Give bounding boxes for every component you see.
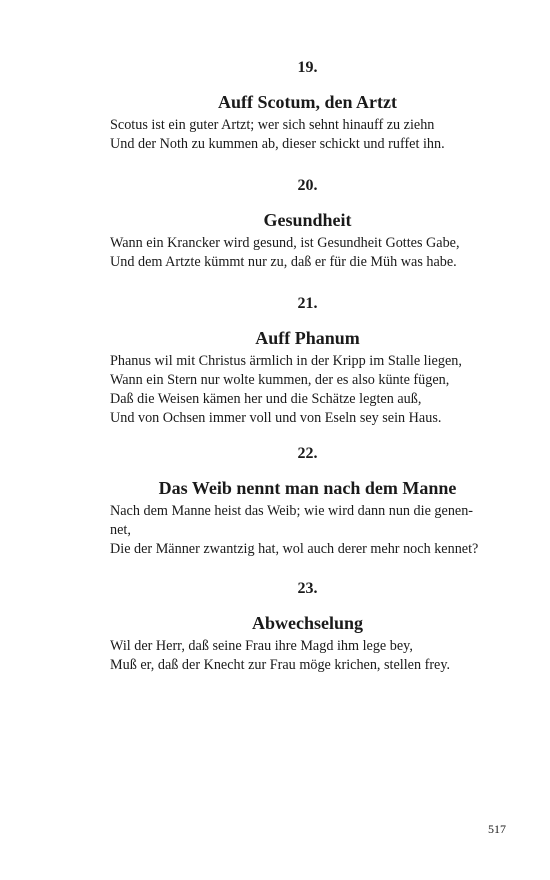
poem-20 (110, 176, 505, 272)
poem-number: 22. (297, 445, 318, 462)
page-number: 517 (488, 822, 506, 836)
verse-line: Wann ein Stern nur wolte kummen, der es also künte fügen, (110, 372, 450, 388)
poem-title: Auff Phanum (255, 328, 360, 348)
poem-22 (110, 444, 505, 559)
poem-title: Abwechselung (251, 613, 363, 633)
verse-line: Die der Männer zwantzig hat, wol auch derer mehr noch kennet? (110, 541, 479, 557)
poem-23 (110, 579, 505, 675)
verse-line: Und von Ochsen immer voll und von Eseln sey sein Haus. (110, 410, 442, 426)
poem-21 (110, 294, 505, 428)
verse-line: net, (110, 522, 131, 538)
poem-title: Das Weib nennt man nach dem Manne (158, 478, 457, 498)
poem-title: Gesundheit (263, 210, 352, 230)
poem-number: 20. (297, 177, 318, 194)
poem-verses (110, 234, 505, 272)
poem-number: 21. (297, 295, 318, 312)
poem-verses (110, 352, 505, 428)
verse-line: Nach dem Manne heist das Weib; wie wird dann nun die genen- (110, 503, 474, 519)
verse-line: Scotus ist ein guter Artzt; wer sich sehnt hinauff zu ziehn (110, 117, 435, 133)
poem-verses (110, 116, 505, 154)
verse-line: Daß die Weisen kämen her und die Schätze legten auß, (110, 391, 422, 407)
poem-verses (110, 502, 505, 559)
poem-number: 19. (297, 59, 318, 76)
verse-line: Wil der Herr, daß seine Frau ihre Magd ihm lege bey, (110, 638, 413, 654)
poem-number: 23. (297, 580, 318, 597)
verse-line: Und der Noth zu kummen ab, dieser schickt und ruffet ihn. (110, 136, 445, 152)
poem-title: Auff Scotum, den Artzt (218, 92, 397, 112)
verse-line: Muß er, daß der Knecht zur Frau möge krichen, stellen frey. (110, 657, 451, 673)
poem-19 (110, 58, 505, 154)
verse-line: Und dem Artzte kümmt nur zu, daß er für die Müh was habe. (110, 254, 457, 270)
verse-line: Wann ein Krancker wird gesund, ist Gesundheit Gottes Gabe, (110, 235, 460, 251)
verse-line: Phanus wil mit Christus ärmlich in der Kripp im Stalle liegen, (110, 353, 462, 369)
poem-verses (110, 637, 505, 675)
